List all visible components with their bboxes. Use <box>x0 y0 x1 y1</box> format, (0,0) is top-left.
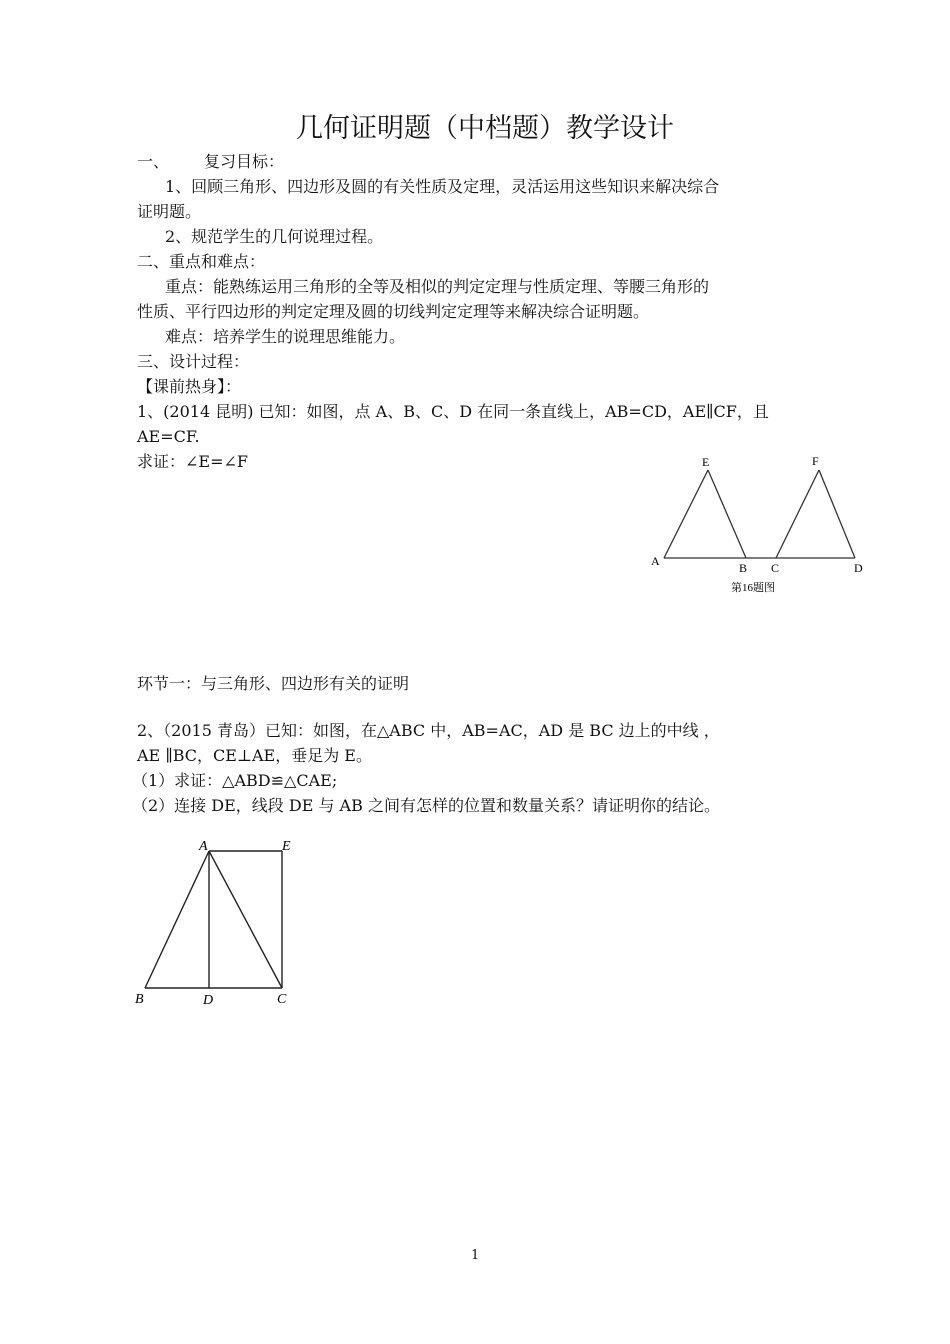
point-f-label: F <box>812 454 819 468</box>
point-c-label: C <box>277 992 287 1007</box>
segment-ab <box>145 851 209 988</box>
figure-caption: 第16题图 <box>731 582 775 594</box>
focus-line-2: 性质、平行四边形的判定定理及圆的切线判定定理等来解决综合证明题。 <box>137 302 650 321</box>
section1-item-2: 2、规范学生的几何说理过程。 <box>165 227 384 246</box>
problem2-line-3: （1）求证：△ABD≌△CAE; <box>132 771 338 790</box>
section1-item-1: 1、回顾三角形、四边形及圆的有关性质及定理，灵活运用这些知识来解决综合 <box>165 177 720 196</box>
focus-line-1: 重点：能熟练运用三角形的全等及相似的判定定理与性质定理、等腰三角形的 <box>165 277 710 296</box>
section3-heading: 三、设计过程： <box>137 352 250 371</box>
problem1-line-1: 1、(2014 昆明) 已知：如图，点 A、B、C、D 在同一条直线上，AB=CD，AE∥CF，且 <box>137 402 769 421</box>
difficulty-line: 难点：培养学生的说理思维能力。 <box>165 327 406 346</box>
link1-heading: 环节一：与三角形、四边形有关的证明 <box>137 674 410 693</box>
segment-eb <box>708 470 746 558</box>
point-b-label: B <box>135 992 144 1007</box>
point-a-label: A <box>199 839 208 854</box>
point-d-label: D <box>203 993 214 1008</box>
segment-fd <box>819 470 855 558</box>
section2-heading: 二、重点和难点： <box>137 252 266 271</box>
point-c-label: C <box>771 561 780 575</box>
segment-cf <box>776 470 819 558</box>
problem2-line-4: （2）连接 DE，线段 DE 与 AB 之间有怎样的位置和数量关系？请证明你的结论。 <box>132 796 720 815</box>
problem1-figure <box>640 450 880 594</box>
segment-ac <box>209 851 282 988</box>
section1-item-1-cont: 证明题。 <box>137 202 202 221</box>
point-e-label: E <box>702 455 710 469</box>
page-number: 1 <box>471 1248 480 1263</box>
problem2-line-1: 2、（2015 青岛）已知：如图，在△ABC 中，AB=AC，AD 是 BC 边上的中线 ， <box>137 721 720 740</box>
problem1-line-3: 求证：∠E=∠F <box>137 452 249 471</box>
point-a-label: A <box>651 554 660 568</box>
problem2-figure <box>130 832 310 1012</box>
warmup-heading: 【课前热身】： <box>137 377 242 396</box>
section1-number: 一、 <box>137 152 170 171</box>
point-b-label: B <box>739 561 748 575</box>
problem2-line-2: AE ∥BC，CE⊥AE，垂足为 E。 <box>137 746 372 765</box>
section1-heading: 复习目标： <box>204 152 285 171</box>
problem1-line-2: AE=CF. <box>137 427 200 446</box>
point-d-label: D <box>854 561 863 575</box>
page-title: 几何证明题（中档题）教学设计 <box>296 113 674 144</box>
segment-ae <box>664 470 708 558</box>
point-e-label: E <box>282 839 291 854</box>
